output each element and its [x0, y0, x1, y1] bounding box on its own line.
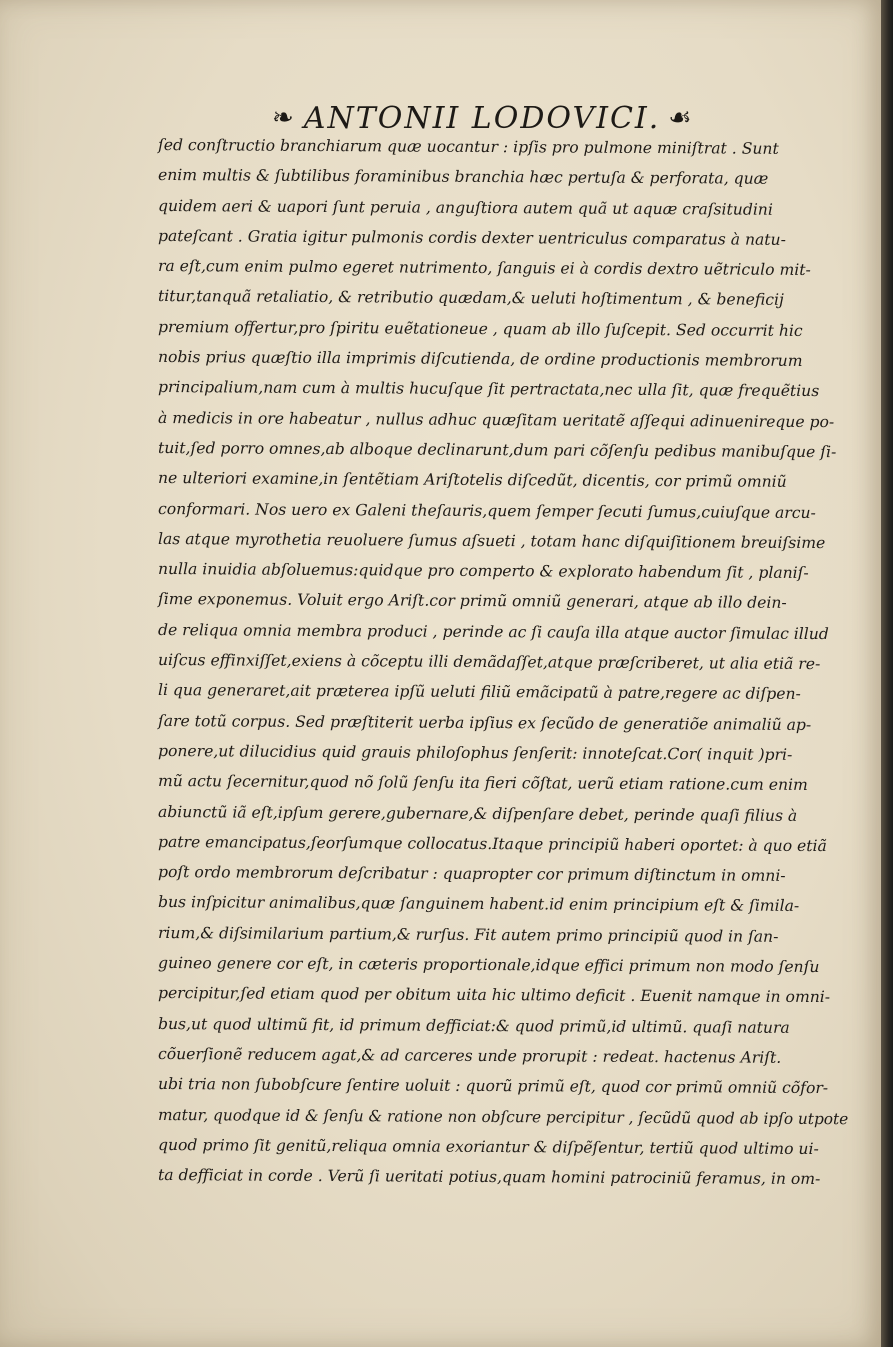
text-line: bus inſpicitur animalibus,quæ ſanguinem habent.id enim principium eſt & ſimila-: [157, 893, 800, 916]
text-line: abiunctũ iã eſt,ipſum gerere,gubernare,& diſpenſare debet, perinde quaſi filius à: [157, 802, 798, 825]
text-line: quidem aeri & uapori ſunt peruia , anguſtiora autem quã ut aquæ craſsitudini: [157, 196, 773, 219]
fleuron-right-icon: ☙: [668, 103, 692, 133]
fleuron-left-icon: ❧: [272, 103, 294, 133]
text-line: cõuerſionẽ reducem agat,& ad carceres unde prorupit : redeat. hactenus Ariſt.: [157, 1044, 782, 1067]
text-line: ſed conſtructio branchiarum quæ uocantur : ipſis pro pulmone miniſtrat . Sunt: [157, 136, 779, 158]
text-line: ſime exponemus. Voluit ergo Ariſt.cor primũ omniũ generari, atque ab illo dein-: [157, 590, 787, 613]
page-title: ANTONII LODOVICI.: [303, 100, 661, 136]
text-line: premium offertur,pro ſpiritu euẽtationeue , quam ab illo ſuſcepit. Sed occurrit hic: [157, 317, 803, 340]
text-line: matur, quodque id & ſenſu & ratione non obſcure percipitur , ſecũdũ quod ab ipſo utpote: [157, 1105, 849, 1128]
text-line: à medicis in ore habeatur , nullus adhuc quæſitam ueritatẽ aſſequi adinuenireque po-: [157, 408, 835, 431]
text-line: principalium,nam cum à multis hucuſque ſit pertractata,nec ulla ſit, quæ frequẽtius: [157, 378, 820, 401]
text-line: uiſcus effinxiſſet,exiens à cõceptu illi demãdaſſet,atque præſcriberet, ut alia etiã re-: [157, 651, 821, 674]
text-line: nulla inuidia abſoluemus:quidque pro comperto & explorato habendum ſit , planiſ-: [157, 560, 809, 583]
text-line: enim multis & ſubtilibus foraminibus branchia hæc pertuſa & perforata, quæ: [157, 166, 769, 189]
text-line: conformari. Nos uero ex Galeni theſauris,quem ſemper ſecuti ſumus,cuiuſque arcu-: [157, 499, 816, 522]
text-line: las atque myrothetia reuoluere ſumus aſsueti , totam hanc diſquiſitionem breuiſsime: [157, 529, 826, 552]
text-line: nobis prius quæſtio illa imprimis diſcutienda, de ordine productionis membrorum: [157, 348, 803, 371]
text-line: patre emancipatus,ſeorſumque collocatus.Itaque principiũ haberi oportet: à quo etiã: [157, 832, 827, 855]
text-line: titur,tanquã retaliatio, & retributio quædam,& ueluti hoſtimentum , & beneficij: [157, 287, 784, 310]
text-line: bus,ut quod ultimũ fit, id primum defficiat:& quod primũ,id ultimũ. quaſi natura: [157, 1014, 790, 1037]
text-line: mũ actu ſecernitur,quod nõ ſolũ ſenſu ita fieri cõſtat, uerũ etiam ratione.cum enim: [157, 772, 808, 795]
text-line: percipitur,ſed etiam quod per obitum uita hic ultimo deficit . Euenit namque in omni-: [157, 984, 831, 1007]
text-line: ſare totũ corpus. Sed præſtiterit uerba ipſius ex ſecũdo de generatiõe animaliũ ap-: [157, 711, 812, 734]
text-line: ra eſt,cum enim pulmo egeret nutrimento, ſanguis ei à cordis dextro uẽtriculo mit-: [157, 257, 811, 280]
text-line: de reliqua omnia membra produci , perinde ac ſi cauſa illa atque auctor ſimulac illud: [157, 620, 829, 643]
text-line: pateſcant . Gratia igitur pulmonis cordis dexter uentriculus comparatus à natu-: [157, 226, 786, 249]
text-line: rium,& diſsimilarium partium,& rurſus. Fit autem primo principiũ quod in ſan-: [157, 923, 779, 946]
text-line: li qua generaret,ait præterea ipſũ ueluti filiũ emãcipatũ à patre,regere ac diſpen-: [157, 681, 801, 704]
text-line: ne ulteriori examine,in ſentẽtiam Ariſtotelis diſcedũt, dicentis, cor primũ omniũ: [157, 469, 787, 492]
text-line: tuit,ſed porro omnes,ab alboque declinarunt,dum pari cõſenſu pedibus manibuſque ſi-: [157, 438, 837, 462]
text-line: ponere,ut dilucidius quid grauis philoſophus ſenſerit: innoteſcat.Cor( inquit )pri-: [157, 741, 793, 764]
text-line: ubi tria non ſubobſcure ſentire uoluit : quorũ primũ eſt, quod cor primũ omniũ cõfor-: [157, 1075, 829, 1098]
page-edge: [881, 0, 893, 1347]
text-line: quod primo ſit genitũ,reliqua omnia exoriantur & diſpẽſentur, tertiũ quod ultimo ui-: [157, 1135, 819, 1158]
body-text: [158, 130, 848, 1190]
text-line: guineo genere cor eſt, in cæteris proportionale,idque effici primum non modo ſenſu: [157, 954, 820, 977]
text-line: ta defficiat in corde . Verũ ſi ueritati potius,quam homini patrociniũ feramus, in om-: [157, 1166, 821, 1189]
text-line: poſt ordo membrorum deſcribatur : quapropter cor primum diſtinctum in omni-: [157, 863, 786, 885]
